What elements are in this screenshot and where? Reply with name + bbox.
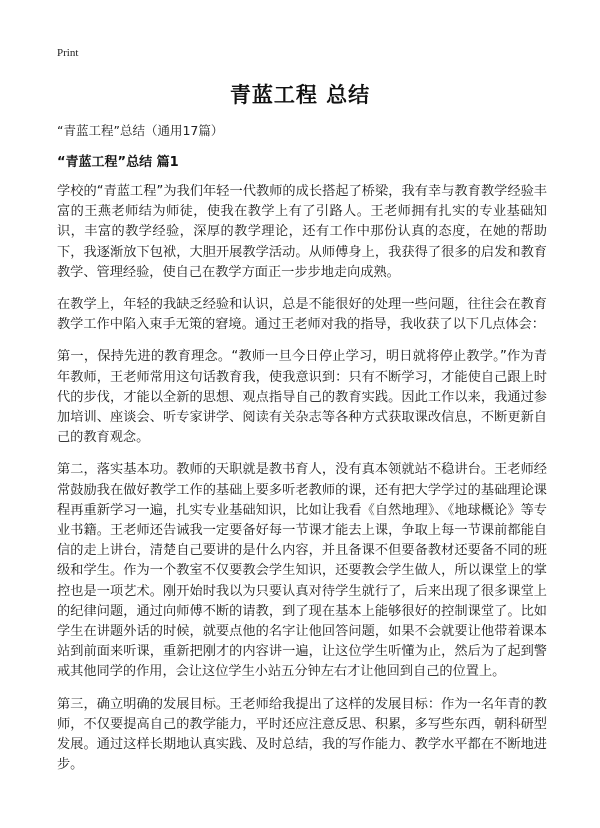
paragraph-4: 第二，落实基本功。教师的天职就是教书育人，没有真本领就站不稳讲台。王老师经常鼓励我在做好教学工作的基础上要多听老教师的课，还有把大学学过的基础理论课程再重新学习一遍，扎实专业基础知识，比如让我看《自然地理》、《地球概论》等专业书籍。王老师还告诫我一定要备好每一节课才能去上课，争取上每一节课前都能自信的走上讲台，清楚自己要讲的是什么内容，并且备课不但要备教材还要备不同的班级和学生。作为一个教室不仅要教会学生知识，还要教会学生做人，所以课堂上的掌控也是一项艺术。刚开始时我以为只要认真对待学生就行了，后来出现了很多课堂上的纪律问题，通过向师傅不断的请教，到了现在基本上能够很好的控制课堂了。比如学生在讲题外话的时候，就要点他的名字让他回答问题，如果不会就要让他带着课本站到前面来听课，重新把刚才的内容讲一遍，让这位学生听懂为止，然后为了起到警戒其他同学的作用，会让这位学生小站五分钟左右才让他回到自己的位置上。 [57,462,547,680]
paragraph-1: 学校的“青蓝工程”为我们年轻一代教师的成长搭起了桥梁，我有幸与教育教学经验丰富的王燕老师结为师徒，使我在教学上有了引路人。王老师拥有扎实的专业基础知识，丰富的教学经验，深厚的教学理论，还有工作中那份认真的态度，在她的帮助下，我逐渐放下包袱，大胆开展教学活动。从师傅身上，我获得了很多的启发和教育教学、管理经验，使自己在教学方面正一步步地走向成熟。 [57,184,547,280]
paragraph-5: 第三，确立明确的发展目标。王老师给我提出了这样的发展目标：作为一名年青的教师，不仅要提高自己的教学能力，平时还应注意反思、积累，多写些东西，朝科研型发展。通过这样长期地认真实践、及时总结，我的写作能力、教学水平都在不断地进步。 [57,696,547,773]
paragraph-2: 在教学上，年轻的我缺乏经验和认识，总是不能很好的处理一些问题，往往会在教育教学工作中陷入束手无策的窘境。通过王老师对我的指导，我收获了以下几点体会： [57,297,547,333]
document-subtitle: “青蓝工程”总结（通用17篇） [57,123,224,138]
article-body [57,182,547,787]
print-label: Print [57,47,79,59]
paragraph-3: 第一，保持先进的教育理念。“教师一旦今日停止学习，明日就将停止教学。”作为青年教师，王老师常用这句话教育我，使我意识到：只有不断学习，才能使自己跟上时代的步伐，才能以全新的思想、观点指导自己的教育实践。因此工作以来，我通过参加培训、座谈会、听专家讲学、阅读有关杂志等各种方式获取课改信息，不断更新自己的教育观念。 [57,349,547,446]
section-heading: “青蓝工程”总结 篇1 [57,155,179,170]
page-title: 青蓝工程 总结 [229,83,371,107]
